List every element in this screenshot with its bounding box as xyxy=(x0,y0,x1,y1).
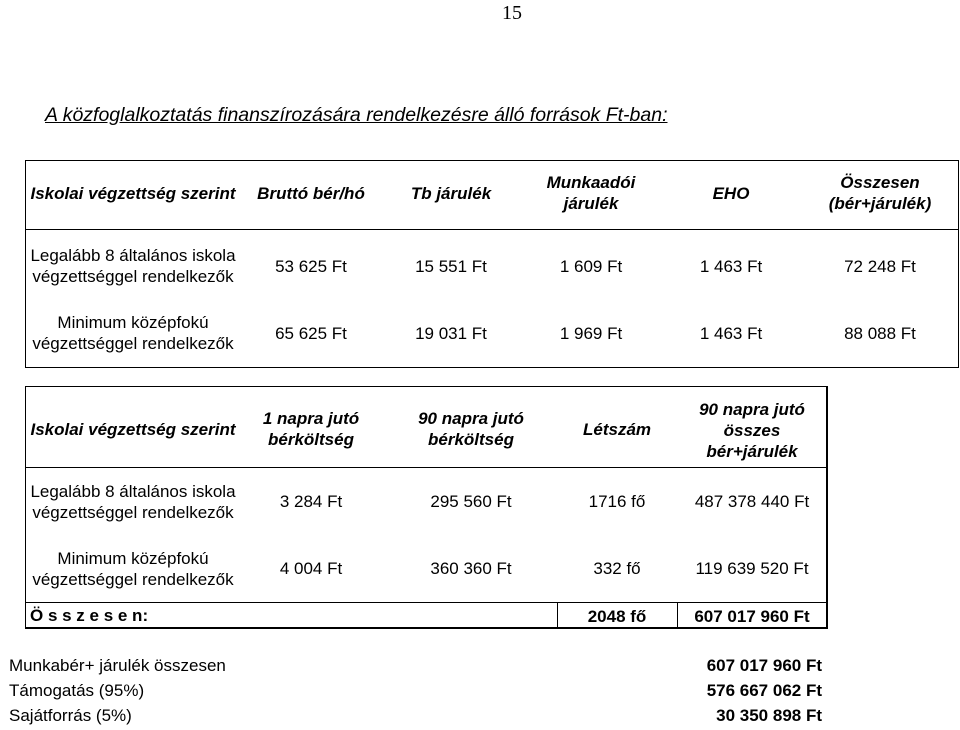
summary-value-subsidy: 576 667 062 Ft xyxy=(706,681,822,700)
page-number: 15 xyxy=(502,2,522,24)
table1-cell-eho: 1 463 Ft xyxy=(699,323,763,343)
table2-cell-headcount: 332 fő xyxy=(593,559,641,578)
table1-header-employer-contribution: Munkaadói járulék xyxy=(546,173,636,213)
table1-header-total: Összesen (bér+járulék) xyxy=(828,173,932,213)
table-border xyxy=(25,602,827,603)
table2-total-amount: 607 017 960 Ft xyxy=(694,606,810,626)
table2-cell-headcount: 1716 fő xyxy=(588,492,646,511)
table1-cell-total: 88 088 Ft xyxy=(844,323,916,343)
section-heading: A közfoglalkoztatás finanszírozására rendelkezésre álló források Ft-ban: xyxy=(45,104,668,126)
table2-row-label: Legalább 8 általános iskola végzettséggel rendelkezők xyxy=(30,481,236,522)
summary-value-wage-total: 607 017 960 Ft xyxy=(706,656,822,675)
table1-cell-employer-contribution: 1 969 Ft xyxy=(559,323,623,343)
table2-total-label: Ö s s z e s e n: xyxy=(30,605,149,625)
table1-cell-tb-contribution: 19 031 Ft xyxy=(415,323,487,343)
table1-row-label: Minimum középfokú végzettséggel rendelkezők xyxy=(32,313,234,353)
table1-cell-total: 72 248 Ft xyxy=(844,256,916,276)
table1-cell-tb-contribution: 15 551 Ft xyxy=(415,256,487,276)
table1-row-label: Legalább 8 általános iskola végzettséggel rendelkezők xyxy=(30,246,236,286)
table2-cell-90day-total: 119 639 520 Ft xyxy=(695,559,809,578)
summary-label-own-funds: Sajátforrás (5%) xyxy=(9,706,132,725)
table2-header-headcount: Létszám xyxy=(582,419,652,439)
table1-cell-gross-wage: 53 625 Ft xyxy=(275,256,347,276)
table2-cell-90day-wage-cost: 360 360 Ft xyxy=(430,559,512,578)
table1-cell-employer-contribution: 1 609 Ft xyxy=(559,256,623,276)
table2-header-daily-wage-cost: 1 napra jutó bérköltség xyxy=(262,409,360,449)
table2-header-90day-total: 90 napra jutó összes bér+járulék xyxy=(699,399,805,461)
table-border xyxy=(25,467,827,468)
summary-value-own-funds: 30 350 898 Ft xyxy=(716,706,822,725)
table2-row-label: Minimum középfokú végzettséggel rendelkezők xyxy=(32,548,234,589)
table2-cell-daily-wage-cost: 4 004 Ft xyxy=(279,559,343,578)
table1-cell-eho: 1 463 Ft xyxy=(699,256,763,276)
table1-cell-gross-wage: 65 625 Ft xyxy=(275,323,347,343)
table2-header-90day-wage-cost: 90 napra jutó bérköltség xyxy=(418,409,524,449)
table2-header-education: Iskolai végzettség szerint xyxy=(30,419,236,439)
table-border xyxy=(25,229,959,230)
summary-label-wage-total: Munkabér+ járulék összesen xyxy=(9,656,226,675)
table1-header-gross-wage: Bruttó bér/hó xyxy=(257,183,365,203)
table1-header-eho: EHO xyxy=(712,183,750,203)
table1-header-tb-contribution: Tb járulék xyxy=(410,183,492,203)
table1-header-education: Iskolai végzettség szerint xyxy=(30,183,236,203)
table2-cell-90day-wage-cost: 295 560 Ft xyxy=(430,492,512,511)
table2-cell-daily-wage-cost: 3 284 Ft xyxy=(279,492,343,511)
table-border xyxy=(25,386,827,387)
table2-total-headcount: 2048 fő xyxy=(587,606,647,626)
summary-label-subsidy: Támogatás (95%) xyxy=(9,681,145,700)
table-border xyxy=(25,160,959,161)
table-border xyxy=(25,367,959,368)
table2-cell-90day-total: 487 378 440 Ft xyxy=(694,492,810,511)
